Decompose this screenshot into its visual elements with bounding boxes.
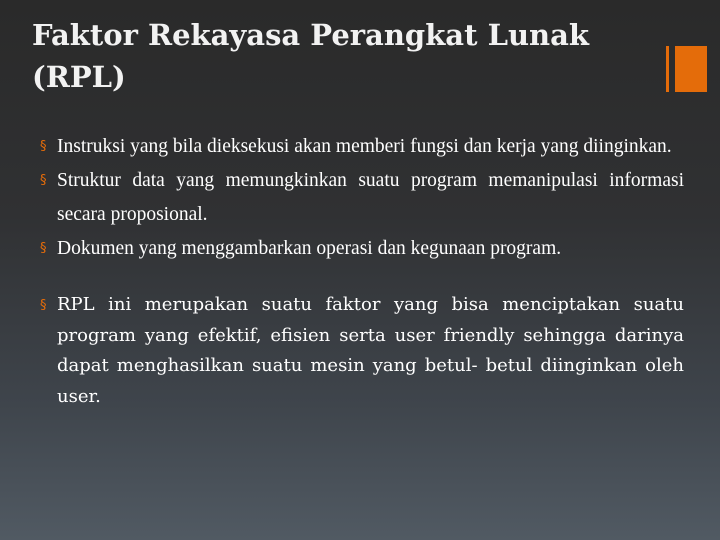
- bullet-marker-icon: §: [40, 173, 47, 188]
- bullet-text: Dokumen yang menggambarkan operasi dan kegunaan program.: [57, 238, 562, 259]
- bullet-marker-icon: §: [40, 241, 47, 256]
- bullet-item-summary: [40, 290, 684, 412]
- slide-title: Faktor Rekayasa Perangkat Lunak (RPL): [32, 18, 590, 94]
- bullet-group-spacer: [40, 266, 684, 290]
- title-accent-thick-bar: [675, 46, 707, 92]
- bullet-item: [40, 130, 684, 164]
- bullet-item: [40, 232, 684, 266]
- bullet-item: [40, 164, 684, 232]
- bullet-marker-icon: §: [40, 298, 47, 313]
- bullet-text: Instruksi yang bila dieksekusi akan memberi fungsi dan kerja yang diinginkan.: [57, 136, 672, 157]
- bullet-text: RPL ini merupakan suatu faktor yang bisa menciptakan suatu program yang efektif, efisien serta user friendly sehingga darinya dapat menghasilkan suatu mesin yang betul- betul diinginkan oleh user.: [57, 294, 684, 407]
- title-accent-thin-bar: [666, 46, 669, 92]
- slide-body: [40, 130, 684, 412]
- bullet-marker-icon: §: [40, 139, 47, 154]
- bullet-text: Struktur data yang memungkinkan suatu program memanipulasi informasi secara proposional.: [57, 170, 684, 225]
